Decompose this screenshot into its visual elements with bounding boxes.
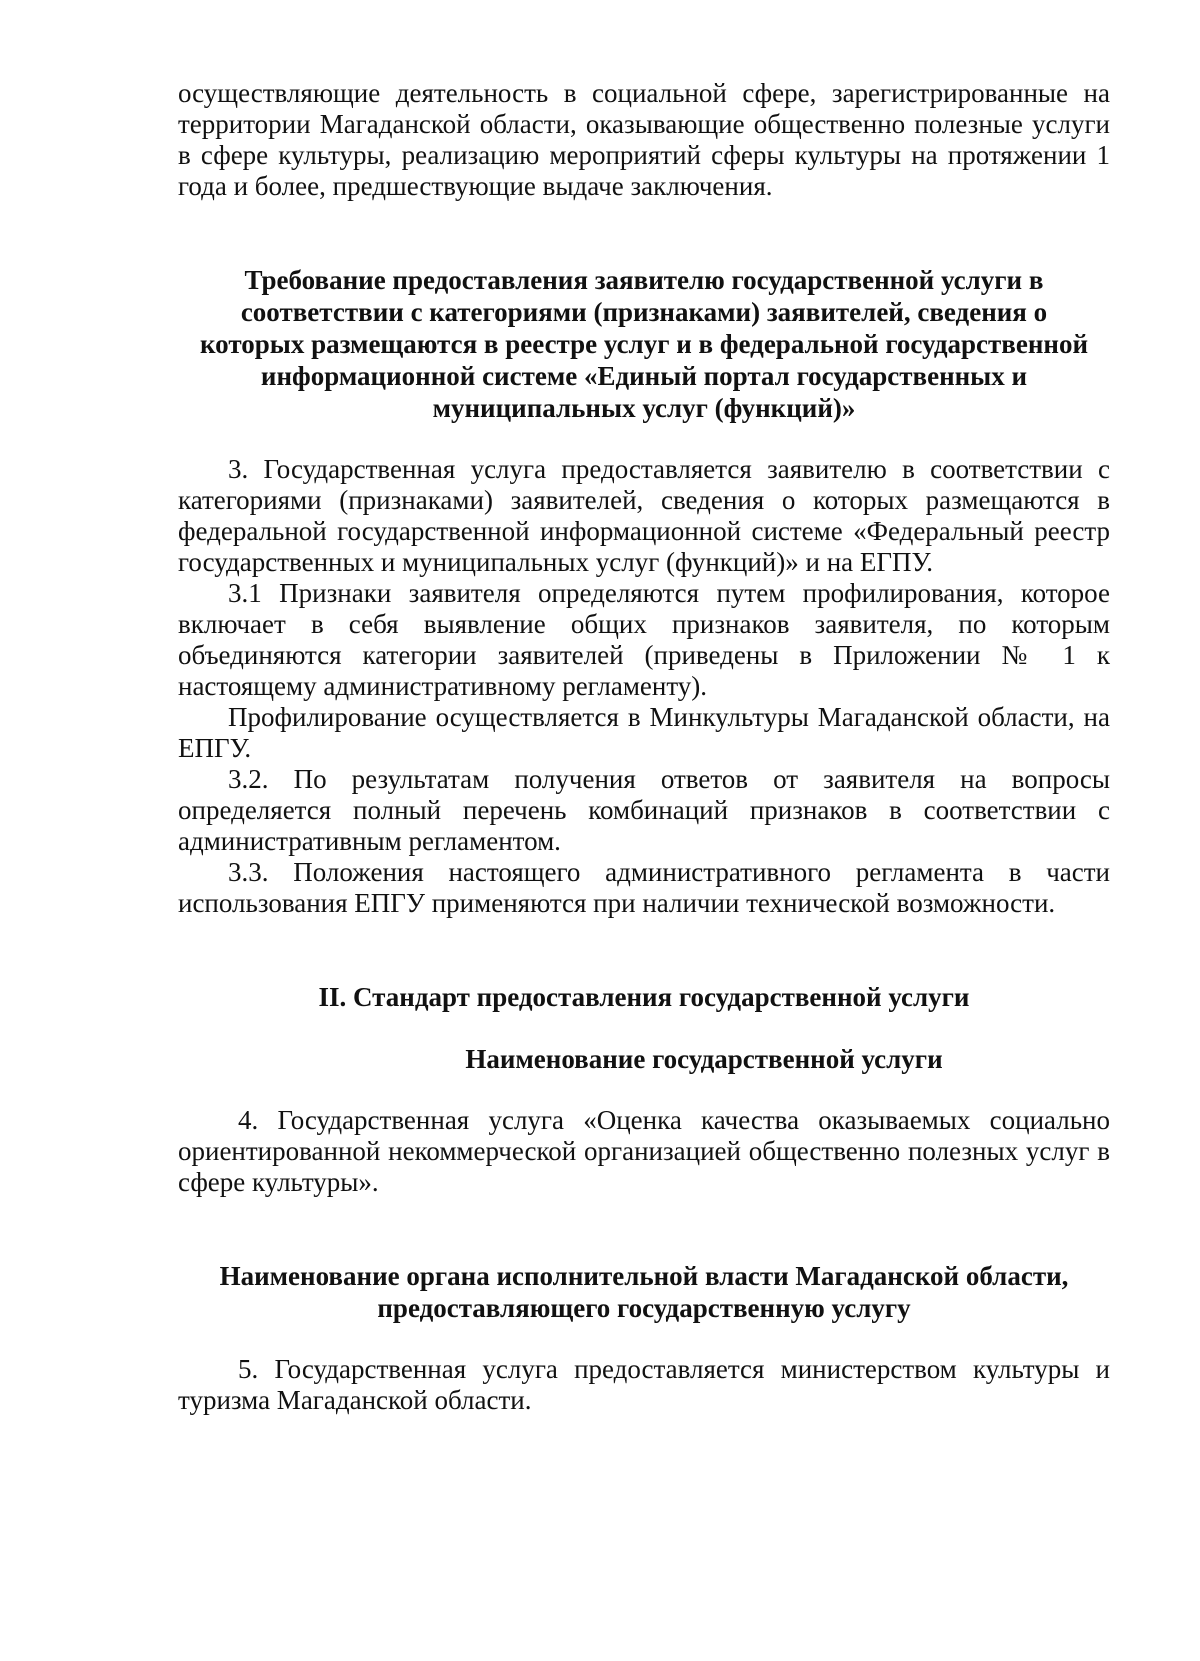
paragraph-3-1: 3.1 Признаки заявителя определяются путем профилирования, которое включает в себя выявление общих признаков заявителя, по которым объединяются категории заявителей (приведены в Приложении № 1 к настоящему административному регламенту). bbox=[178, 578, 1110, 701]
paragraph-3-2: 3.2. По результатам получения ответов от заявителя на вопросы определяется полный перечень комбинаций признаков в соответствии с административным регламентом. bbox=[178, 764, 1110, 856]
section-heading-service-name: Наименование государственной услуги bbox=[465, 1044, 943, 1074]
document-page bbox=[178, 78, 1110, 1416]
section-heading-requirement: Требование предоставления заявителю государственной услуги в соответствии с категориями (признаками) заявителей, сведения о которых размещаются в реестре услуг и в федеральной государственной информационной системе «Единый портал государственных и муниципальных услуг (функций)» bbox=[199, 265, 1089, 423]
paragraph-5: 5. Государственная услуга предоставляется министерством культуры и туризма Магаданской области. bbox=[178, 1354, 1110, 1415]
intro-paragraph: осуществляющие деятельность в социальной сфере, зарегистрированные на территории Магаданской области, оказывающие общественно полезные услуги в сфере культуры, реализацию мероприятий сферы культуры на протяжении 1 года и более, предшествующие выдаче заключения. bbox=[178, 78, 1110, 201]
section-heading-authority: Наименование органа исполнительной власти Магаданской области, предоставляющего государственную услугу bbox=[219, 1261, 1069, 1323]
paragraph-3: 3. Государственная услуга предоставляется заявителю в соответствии с категориями (признаками) заявителей, сведения о которых размещаются в федеральной государственной информационной системе «Федеральный реестр государственных и муниципальных услуг (функций)» и на ЕГПУ. bbox=[178, 454, 1110, 577]
section-heading-standard: II. Стандарт предоставления государственной услуги bbox=[318, 982, 970, 1012]
paragraph-4: 4. Государственная услуга «Оценка качества оказываемых социально ориентированной некоммерческой организацией общественно полезных услуг в сфере культуры». bbox=[178, 1105, 1110, 1197]
paragraph-3-3: 3.3. Положения настоящего административного регламента в части использования ЕПГУ применяются при наличии технической возможности. bbox=[178, 857, 1110, 918]
paragraph-profiling: Профилирование осуществляется в Минкультуры Магаданской области, на ЕПГУ. bbox=[178, 702, 1110, 763]
